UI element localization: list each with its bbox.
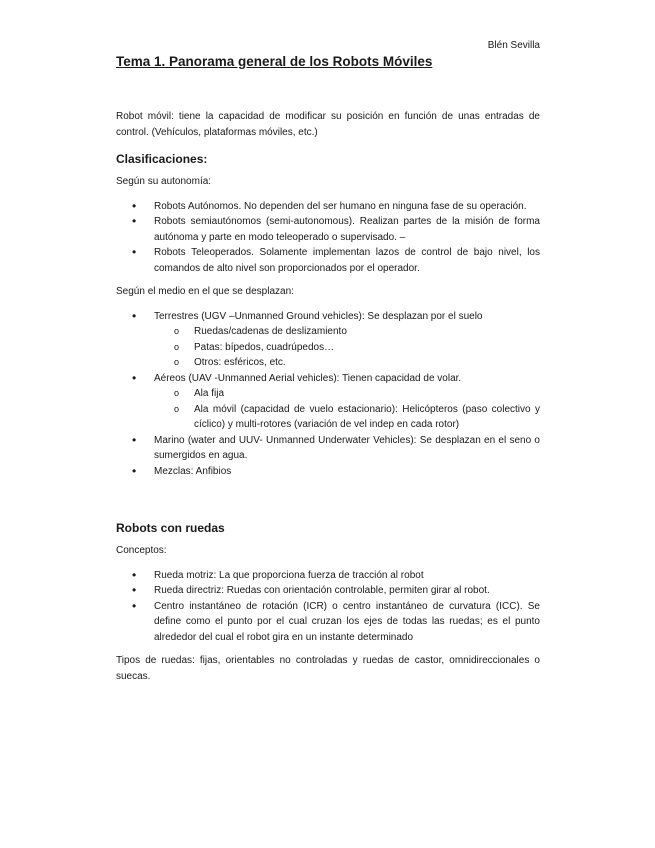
terrestres-label: Terrestres (UGV –Unmanned Ground vehicles): Se desplazan por el suelo <box>154 310 483 322</box>
sub-list-item: o Ala móvil (capacidad de vuelo estacionario): Helicópteros (paso colectivo y cíclico) y multi-rotores (variación de vel indep en cada rotor) <box>154 402 540 433</box>
document-body <box>116 53 540 684</box>
list-item-aereos <box>116 371 540 433</box>
clasificaciones-heading: Clasificaciones: <box>116 152 208 166</box>
aereos-sublist <box>154 386 540 433</box>
medio-intro: Según el medio en el que se desplazan: <box>116 286 294 297</box>
aereos-label: Aéreos (UAV -Unmanned Aerial vehicles): Tienen capacidad de volar. <box>154 372 462 384</box>
sub-list-item: o Ruedas/cadenas de deslizamiento <box>154 324 540 340</box>
autonomia-list <box>116 199 540 277</box>
conceptos-list <box>116 568 540 646</box>
list-item: • Rueda directriz: Ruedas con orientación controlable, permiten girar al robot. <box>116 583 540 599</box>
list-item: • Robots Teleoperados. Solamente implementan lazos de control de bajo nivel, los comandos de alto nivel son proporcionados por el operador. <box>116 245 540 276</box>
medio-list <box>116 309 540 480</box>
sub-list-item: o Patas: bípedos, cuadrúpedos… <box>154 340 540 356</box>
author-name: Blén Sevilla <box>487 40 540 51</box>
tipos-de-ruedas: Tipos de ruedas: fijas, orientables no controladas y ruedas de castor, omnidireccionales o suecas. <box>116 655 540 682</box>
list-item: • Rueda motriz: La que proporciona fuerza de tracción al robot <box>116 568 540 584</box>
autonomia-intro: Según su autonomía: <box>116 176 212 187</box>
list-item-marino: • Marino (water and UUV- Unmanned Underwater Vehicles): Se desplazan en el seno o sumergidos en agua. <box>116 433 540 464</box>
list-item-mezclas: • Mezclas: Anfibios <box>116 464 540 480</box>
robot-movil-definition: Robot móvil: tiene la capacidad de modificar su posición en función de unas entradas de control. (Vehículos, plataformas móviles, etc.) <box>116 111 540 138</box>
list-item: • Robots semiautónomos (semi-autonomous). Realizan partes de la misión de forma autónoma y parte en modo teleoperado o supervisado. – <box>116 214 540 245</box>
terrestres-sublist <box>154 324 540 371</box>
list-item-terrestres <box>116 309 540 371</box>
sub-list-item: o Otros: esféricos, etc. <box>154 355 540 371</box>
robots-con-ruedas-heading: Robots con ruedas <box>116 521 225 535</box>
page-title: Tema 1. Panorama general de los Robots Móviles <box>116 54 433 69</box>
list-item: • Robots Autónomos. No dependen del ser humano en ninguna fase de su operación. <box>116 199 540 215</box>
sub-list-item: o Ala fija <box>154 386 540 402</box>
conceptos-intro: Conceptos: <box>116 545 167 556</box>
list-item: • Centro instantáneo de rotación (ICR) o centro instantáneo de curvatura (ICC). Se define como el punto por el cual cruzan los ejes de todas las ruedas; es el punto alrededor del cual el robot gira en un instante determinado <box>116 599 540 646</box>
